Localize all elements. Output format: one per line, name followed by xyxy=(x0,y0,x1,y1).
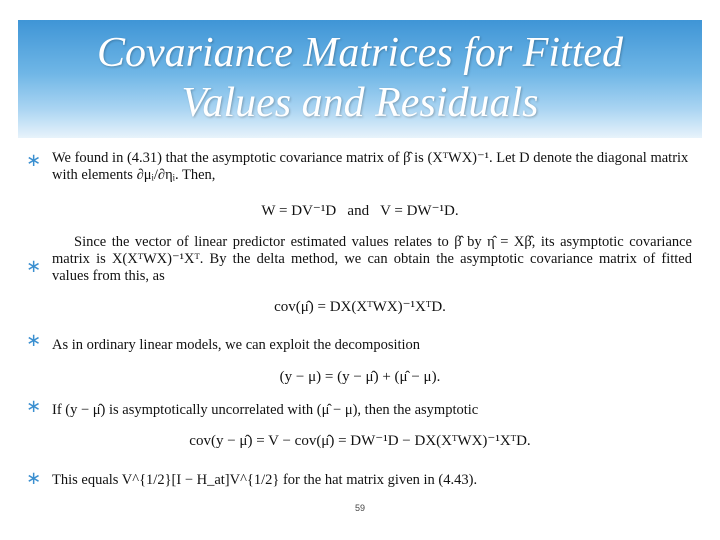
bullet-4: ∗ xyxy=(26,396,42,417)
paragraph-2: Since the vector of linear predictor estimated values relates to β̂ by η̂ = Xβ̂, its asymptotic covariance matrix is X(XᵀWX)⁻¹Xᵀ. By the delta method, we can obtain the asymptotic covariance matrix of fitted values from this, as xyxy=(52,234,692,284)
equation-1: W = DV⁻¹D and V = DW⁻¹D. xyxy=(261,203,459,219)
bullet-3: ∗ xyxy=(26,330,42,351)
paragraph-4: If (y − μ̂) is asymptotically uncorrelated with (μ̂ − μ), then the asymptotic xyxy=(52,402,479,418)
equation-4: cov(y − μ̂) = V − cov(μ̂) = DW⁻¹D − DX(XᵀWX)⁻¹XᵀD. xyxy=(189,433,531,449)
paragraph-1: We found in (4.31) that the asymptotic covariance matrix of β̂ is (XᵀWX)⁻¹. Let D denote the diagonal matrix with elements ∂μᵢ/∂ηᵢ. Then, xyxy=(52,150,689,183)
slide-title: Covariance Matrices for Fitted Values and Residuals xyxy=(96,30,624,126)
equation-2: cov(μ̂) = DX(XᵀWX)⁻¹XᵀD. xyxy=(274,299,446,315)
paragraph-5: This equals V^{1/2}[I − H_at]V^{1/2} for the hat matrix given in (4.43). xyxy=(52,472,478,488)
bullet-5: ∗ xyxy=(26,468,42,489)
paragraph-3: As in ordinary linear models, we can exploit the decomposition xyxy=(52,337,421,353)
bullet-2: ∗ xyxy=(26,256,42,277)
equation-3: (y − μ) = (y − μ̂) + (μ̂ − μ). xyxy=(279,369,441,385)
page-number: 59 xyxy=(354,503,365,513)
bullet-1: ∗ xyxy=(26,150,42,171)
